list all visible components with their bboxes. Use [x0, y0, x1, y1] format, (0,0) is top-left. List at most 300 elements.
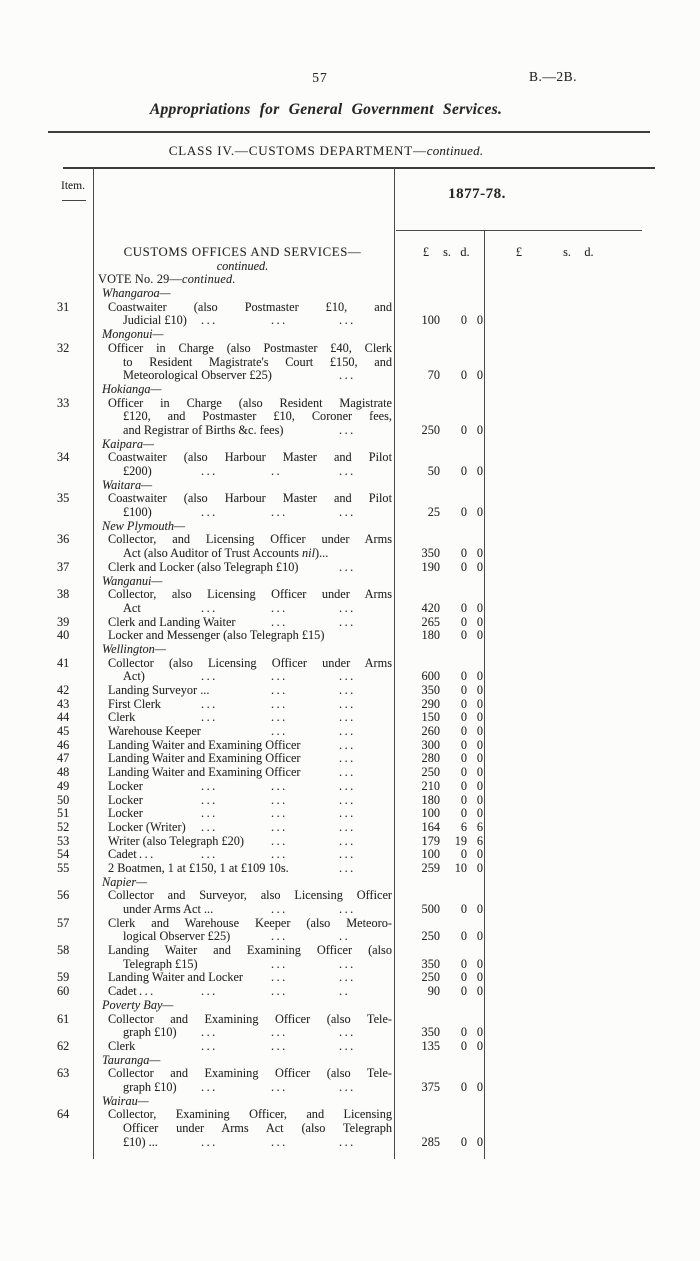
running-title: Appropriations for General Government Services.	[149, 101, 503, 118]
dot-leader: ...	[339, 751, 356, 766]
amount-part: 350	[421, 956, 440, 971]
dot-leader: ...	[201, 505, 218, 520]
table-row	[48, 739, 655, 753]
item-number: 38	[57, 587, 70, 602]
amount-second-column	[484, 260, 655, 274]
amount-second-column	[484, 1108, 655, 1122]
dot-leader: ..	[339, 929, 351, 944]
description: Collector and Examining Officer (also Tele-	[108, 1067, 392, 1081]
item-number: 33	[57, 395, 70, 410]
amount-part: 0	[460, 464, 467, 478]
description: CUSTOMS OFFICES AND SERVICES—	[123, 245, 362, 259]
amount-1877-78	[394, 971, 484, 985]
dot-leader: ...	[271, 956, 288, 971]
amount-1877-78	[394, 1067, 484, 1081]
amount-second-column	[484, 314, 655, 328]
item-number	[48, 287, 93, 301]
amount-second-column	[484, 246, 655, 260]
amount-second-column	[484, 821, 655, 835]
item-number: 46	[57, 737, 70, 752]
item-number	[48, 547, 93, 561]
amount-part: 0	[476, 313, 483, 328]
table-row	[48, 424, 655, 438]
amount-part: 0	[460, 737, 467, 752]
table-row	[48, 314, 655, 328]
amount-second-column	[484, 698, 655, 712]
description: Landing Waiter and Examining Officer ...	[108, 737, 356, 752]
amount-1877-78	[394, 301, 484, 315]
item-number	[48, 876, 93, 890]
amount-part: 135	[421, 1038, 440, 1053]
amount-part: 0	[476, 546, 483, 561]
table-row	[48, 876, 655, 890]
dot-leader: ...	[271, 669, 288, 684]
table-row	[48, 533, 655, 547]
amount-second-column	[484, 520, 655, 534]
amount-second-column	[484, 848, 655, 862]
item-number	[48, 246, 93, 260]
amount-second-column	[484, 533, 655, 547]
description: Landing Waiter and Examining Officer (also	[108, 944, 392, 958]
amount-part: 0	[476, 956, 483, 971]
amount-part: 0	[476, 1025, 483, 1040]
amount-second-column	[484, 1040, 655, 1054]
amount-part: 0	[476, 970, 483, 985]
dot-leader: ...	[271, 970, 288, 985]
description: Collector, and Licensing Officer under Arms	[108, 533, 392, 547]
description: Landing Surveyor ... ... ...	[108, 683, 356, 697]
item-number: 42	[57, 683, 70, 697]
table-row	[48, 561, 655, 575]
dot-leader: ...	[201, 464, 218, 478]
title-rule	[48, 131, 650, 133]
description: Officer in Charge (also Postmaster £40, Clerk	[108, 341, 392, 355]
amount-1877-78	[394, 465, 484, 479]
table-row	[48, 301, 655, 315]
amount-second-column	[484, 383, 655, 397]
amount-1877-78	[394, 1040, 484, 1054]
dot-leader: ...	[339, 1079, 356, 1094]
dot-leader: ...	[271, 929, 288, 944]
table-row	[48, 657, 655, 671]
dot-leader: ...	[201, 600, 218, 615]
amount-part: 0	[460, 792, 467, 807]
amount-second-column	[484, 575, 655, 589]
table-row	[48, 575, 655, 589]
item-number	[48, 930, 93, 944]
item-number: 47	[57, 751, 70, 766]
amount-part: 6	[460, 819, 467, 834]
amount-part: 0	[476, 847, 483, 862]
amount-part: 0	[476, 710, 483, 725]
amount-second-column	[484, 342, 655, 356]
amount-part: 100	[421, 313, 440, 328]
amount-part: 0	[460, 902, 467, 916]
table-row	[48, 465, 655, 479]
amount-second-column	[484, 547, 655, 561]
table-row	[48, 342, 655, 356]
amount-1877-78	[394, 588, 484, 602]
description: Collector, Examining Officer, and Licensing	[108, 1108, 392, 1122]
dot-leader: ...	[339, 368, 356, 383]
amount-1877-78	[394, 287, 484, 301]
amount-second-column	[484, 670, 655, 684]
description: Clerk and Landing Waiter ... ...	[108, 614, 356, 629]
amount-part: 50	[427, 464, 440, 478]
amount-part: 0	[460, 683, 467, 697]
description: Landing Waiter and Locker ... ...	[108, 970, 356, 985]
description: Coastwaiter (also Postmaster £10, and	[108, 300, 392, 314]
dot-leader: ...	[339, 600, 356, 615]
amount-part: 0	[460, 600, 467, 615]
table-row	[48, 848, 655, 862]
amount-1877-78	[394, 1136, 484, 1150]
money-header-pounds-1: £	[422, 245, 430, 259]
money-header-pence-1: d.	[460, 245, 470, 259]
description: £200) ... .. ...	[123, 464, 356, 478]
description: Waitara—	[102, 477, 153, 492]
description: £100) ... ... ...	[123, 505, 356, 520]
table-row	[48, 479, 655, 493]
item-number	[48, 314, 93, 328]
amount-second-column	[484, 1136, 655, 1150]
amount-1877-78	[394, 1108, 484, 1122]
item-number: 56	[57, 888, 70, 903]
amount-1877-78	[394, 794, 484, 808]
amount-part: 0	[460, 628, 467, 643]
page-number: 57	[312, 70, 328, 85]
amount-part: 0	[476, 559, 483, 574]
table-row	[48, 629, 655, 643]
description: graph £10) ... ... ...	[123, 1079, 356, 1094]
description: Locker ... ... ...	[108, 806, 356, 821]
amount-1877-78	[394, 848, 484, 862]
amount-1877-78	[394, 643, 484, 657]
description: Landing Waiter and Examining Officer ...	[108, 765, 356, 780]
dot-leader: ...	[339, 956, 356, 971]
table-row	[48, 547, 655, 561]
money-header-pounds-2: £	[515, 245, 523, 259]
amount-part: 25	[427, 505, 440, 520]
amount-part: 0	[476, 600, 483, 615]
item-number: 61	[57, 1011, 70, 1026]
amount-second-column	[484, 561, 655, 575]
table-row	[48, 369, 655, 383]
item-number	[48, 602, 93, 616]
dot-leader: ...	[339, 422, 356, 437]
description: Warehouse Keeper ... ...	[108, 724, 356, 739]
description: Act) ... ... ...	[123, 669, 356, 684]
amount-1877-78	[394, 383, 484, 397]
amount-part: 0	[476, 368, 483, 383]
description: continued.	[216, 258, 269, 273]
amount-second-column	[484, 711, 655, 725]
amount-part: 259	[421, 860, 440, 875]
dot-leader: ...	[339, 847, 356, 862]
dot-leader: ...	[201, 984, 218, 999]
year-header: 1877-78.	[448, 186, 506, 202]
amount-1877-78	[394, 369, 484, 383]
description: Cadet ... ... ... ...	[108, 847, 356, 862]
amount-second-column	[484, 739, 655, 753]
amount-second-column	[484, 492, 655, 506]
dot-leader: ...	[339, 902, 356, 916]
amount-part: 250	[421, 422, 440, 437]
amount-second-column	[484, 301, 655, 315]
amount-1877-78	[394, 876, 484, 890]
amount-part: 0	[476, 696, 483, 711]
dot-leader: ...	[339, 765, 356, 780]
amount-second-column	[484, 1054, 655, 1068]
amount-1877-78	[394, 711, 484, 725]
amount-second-column	[484, 643, 655, 657]
amount-part: 6	[476, 819, 483, 834]
dot-leader: ...	[201, 847, 218, 862]
amount-1877-78	[394, 520, 484, 534]
item-number: 62	[57, 1038, 70, 1053]
table-row	[48, 273, 655, 287]
item-column-header: Item.	[61, 180, 85, 192]
description: Locker ... ... ...	[108, 778, 356, 793]
dot-leader: ...	[201, 669, 218, 684]
amount-1877-78	[394, 424, 484, 438]
amount-part: 0	[460, 696, 467, 711]
amount-1877-78	[394, 1026, 484, 1040]
amount-second-column	[484, 1095, 655, 1109]
description: graph £10) ... ... ...	[123, 1025, 356, 1040]
amount-1877-78	[394, 602, 484, 616]
amount-part: 0	[460, 1134, 467, 1149]
amount-part: 0	[476, 751, 483, 766]
item-number: 36	[57, 532, 70, 547]
dot-leader: ..	[339, 984, 351, 999]
amount-second-column	[484, 780, 655, 794]
description: Officer under Arms Act (also Telegraph	[123, 1122, 392, 1135]
amount-second-column	[484, 876, 655, 890]
table-row	[48, 1040, 655, 1054]
amount-second-column	[484, 958, 655, 972]
amount-part: 0	[476, 505, 483, 520]
table-row	[48, 670, 655, 684]
amount-1877-78	[394, 1122, 484, 1136]
amount-part: 0	[460, 559, 467, 574]
amount-part: 285	[421, 1134, 440, 1149]
table-row	[48, 766, 655, 780]
amount-1877-78	[394, 698, 484, 712]
description: Poverty Bay—	[102, 997, 174, 1012]
dot-leader: ...	[201, 792, 218, 807]
item-number: 64	[57, 1107, 70, 1122]
dot-leader: ...	[271, 792, 288, 807]
item-number: 53	[57, 833, 70, 848]
description: Whangaroa—	[102, 286, 171, 301]
amount-1877-78	[394, 328, 484, 342]
table-row	[48, 958, 655, 972]
amount-1877-78	[394, 835, 484, 849]
description: to Resident Magistrate's Court £150, and	[123, 355, 392, 369]
document-reference: B.—2B.	[529, 69, 578, 84]
item-number	[48, 643, 93, 657]
amount-part: 0	[476, 929, 483, 944]
amount-1877-78	[394, 999, 484, 1013]
table-row	[48, 711, 655, 725]
description: £120, and Postmaster £10, Coroner fees,	[123, 410, 392, 424]
dot-leader: ...	[271, 819, 288, 834]
table-row	[48, 246, 655, 260]
amount-part: 0	[460, 710, 467, 725]
item-number	[48, 1081, 93, 1095]
dot-leader: ...	[139, 847, 156, 862]
amount-part: 0	[476, 724, 483, 739]
dot-leader: ...	[339, 970, 356, 985]
amount-1877-78	[394, 657, 484, 671]
dot-leader: ...	[201, 1025, 218, 1040]
table-row	[48, 807, 655, 821]
description: Napier—	[102, 874, 148, 889]
amount-1877-78	[394, 958, 484, 972]
item-header-underline	[62, 200, 86, 201]
amount-second-column	[484, 684, 655, 698]
table-row	[48, 971, 655, 985]
item-number: 32	[57, 340, 70, 355]
amount-1877-78	[394, 273, 484, 287]
amount-1877-78	[394, 889, 484, 903]
item-number	[48, 369, 93, 383]
table-body	[48, 246, 655, 1149]
amount-1877-78	[394, 629, 484, 643]
table-row	[48, 821, 655, 835]
amount-part: 0	[460, 422, 467, 437]
amount-part: 0	[460, 669, 467, 684]
amount-1877-78	[394, 862, 484, 876]
amount-part: 0	[476, 1038, 483, 1053]
amount-1877-78	[394, 246, 484, 260]
amount-1877-78	[394, 533, 484, 547]
dot-leader: ...	[339, 1038, 356, 1053]
amount-part: 150	[421, 710, 440, 725]
item-number	[48, 575, 93, 589]
item-number: 50	[57, 792, 70, 807]
amount-second-column	[484, 917, 655, 931]
amount-part: 290	[421, 696, 440, 711]
description: Tauranga—	[102, 1052, 161, 1067]
amount-part: 0	[476, 792, 483, 807]
description: Officer in Charge (also Resident Magistrate	[108, 396, 392, 410]
description: Collector and Examining Officer (also Tele-	[108, 1012, 392, 1026]
amount-second-column	[484, 602, 655, 616]
amount-second-column	[484, 1013, 655, 1027]
description: Collector, also Licensing Officer under Arms	[108, 588, 392, 602]
amount-part: 100	[421, 847, 440, 862]
dot-leader: ...	[139, 984, 156, 999]
amount-part: 180	[421, 792, 440, 807]
table-row	[48, 328, 655, 342]
amount-second-column	[484, 273, 655, 287]
item-number	[48, 1095, 93, 1109]
amount-second-column	[484, 1026, 655, 1040]
amount-part: 350	[421, 1025, 440, 1040]
amount-1877-78	[394, 314, 484, 328]
description: Mongonui—	[102, 327, 164, 342]
table-row	[48, 1081, 655, 1095]
item-number: 63	[57, 1066, 70, 1081]
dot-leader: ...	[339, 710, 356, 725]
table-row	[48, 1026, 655, 1040]
dot-leader: ...	[271, 614, 288, 629]
amount-part: 0	[476, 628, 483, 643]
table-row	[48, 944, 655, 958]
table-row	[48, 588, 655, 602]
amount-part: 179	[421, 833, 440, 848]
description: Clerk ... ... ...	[108, 1038, 356, 1053]
table-row	[48, 930, 655, 944]
table-row	[48, 794, 655, 808]
item-number: 51	[57, 806, 70, 821]
dot-leader: ...	[271, 833, 288, 848]
amount-second-column	[484, 835, 655, 849]
item-number	[48, 958, 93, 972]
item-number	[48, 479, 93, 493]
table-row	[48, 492, 655, 506]
table-row	[48, 506, 655, 520]
item-number	[48, 438, 93, 452]
table-row	[48, 985, 655, 999]
amount-second-column	[484, 369, 655, 383]
dot-leader: ...	[271, 1038, 288, 1053]
dot-leader: ...	[201, 778, 218, 793]
item-number	[48, 1026, 93, 1040]
amount-second-column	[484, 985, 655, 999]
amount-1877-78	[394, 342, 484, 356]
amount-second-column	[484, 657, 655, 671]
amount-1877-78	[394, 616, 484, 630]
table-row	[48, 616, 655, 630]
dot-leader: ...	[339, 669, 356, 684]
amount-part: 0	[460, 806, 467, 821]
amount-second-column	[484, 930, 655, 944]
amount-second-column	[484, 1081, 655, 1095]
amount-part: 0	[460, 505, 467, 520]
dot-leader: ...	[339, 683, 356, 697]
description: Clerk and Warehouse Keeper (also Meteoro-	[108, 916, 392, 930]
amount-second-column	[484, 629, 655, 643]
amount-part: 0	[476, 806, 483, 821]
description: 2 Boatmen, 1 at £150, 1 at £109 10s. ...	[108, 860, 356, 875]
amount-1877-78	[394, 356, 484, 370]
item-number: 34	[57, 450, 70, 465]
item-number: 57	[57, 915, 70, 930]
appropriations-table	[48, 167, 655, 1162]
amount-part: 100	[421, 806, 440, 821]
table-row	[48, 602, 655, 616]
amount-1877-78	[394, 492, 484, 506]
description: Clerk ... ... ...	[108, 710, 356, 725]
amount-part: 0	[460, 368, 467, 383]
amount-1877-78	[394, 479, 484, 493]
money-header-shillings-1: s.	[443, 245, 451, 259]
description: Collector (also Licensing Officer under Arms	[108, 656, 392, 670]
item-number: 59	[57, 970, 70, 985]
amount-1877-78	[394, 410, 484, 424]
amount-1877-78	[394, 739, 484, 753]
amount-second-column	[484, 479, 655, 493]
amount-1877-78	[394, 903, 484, 917]
amount-1877-78	[394, 917, 484, 931]
amount-part: 600	[421, 669, 440, 684]
item-number	[48, 1136, 93, 1150]
amount-1877-78	[394, 547, 484, 561]
item-number: 37	[57, 559, 70, 574]
